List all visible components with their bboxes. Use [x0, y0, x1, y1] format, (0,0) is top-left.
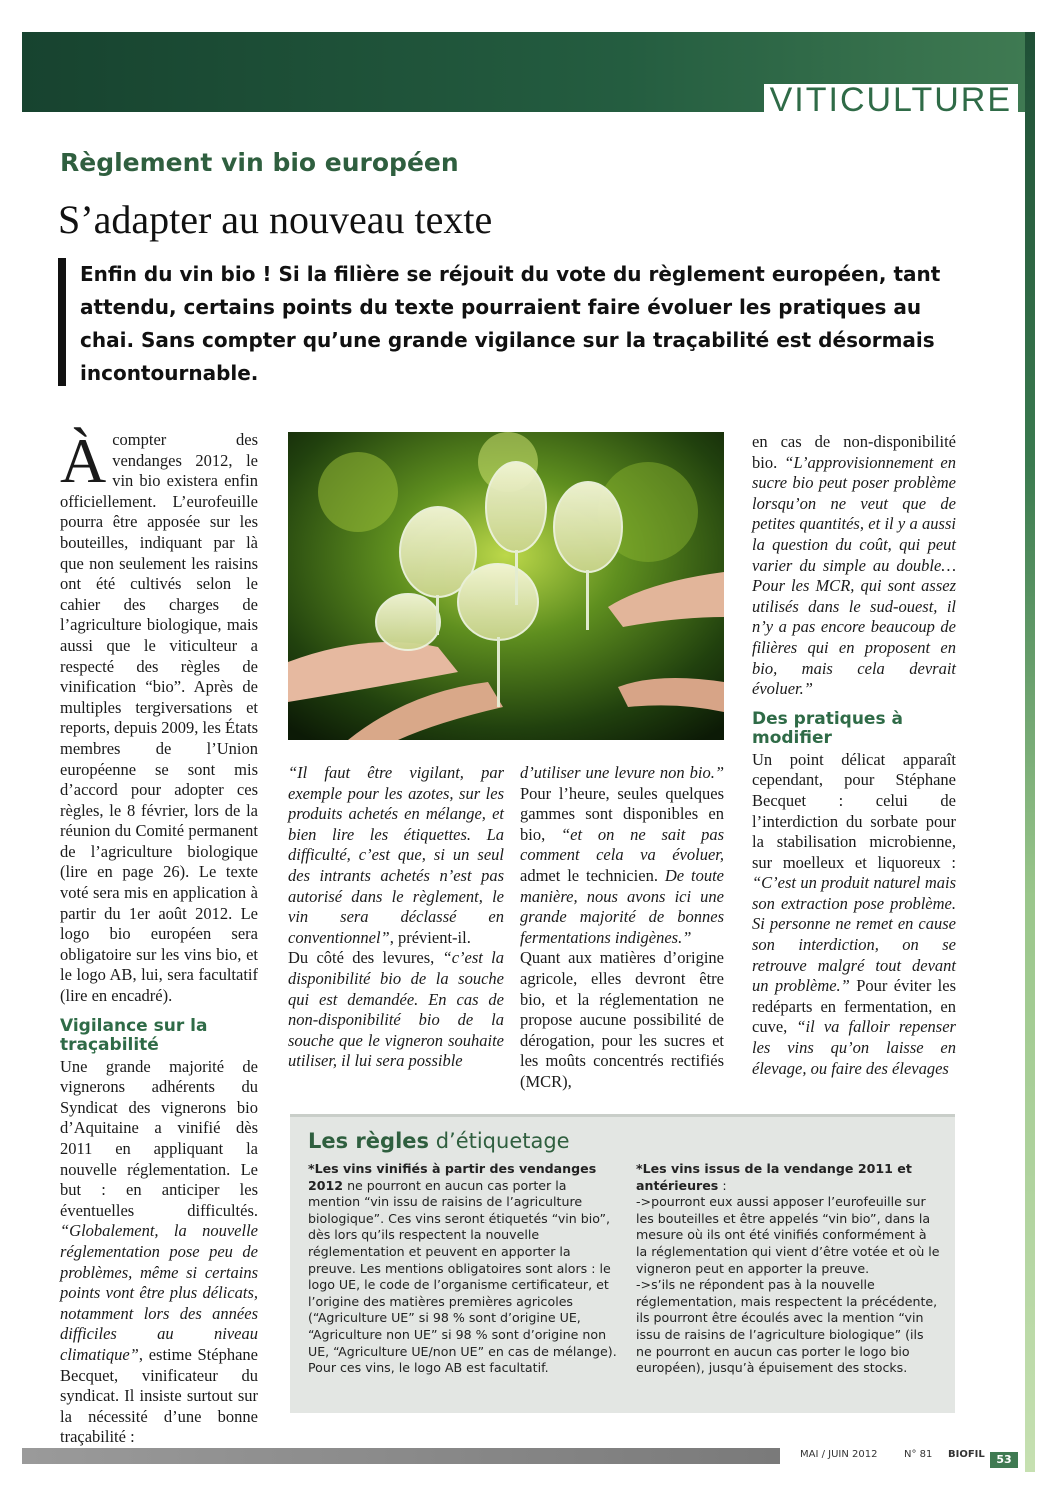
labeling-rules-box: [290, 1114, 955, 1413]
box-left-column: [308, 1161, 618, 1377]
paragraph-matieres: Quant aux matières d’origine agricole, elles devront être bio, et la réglementation ne propose aucune possibilité de dérogation, pour les sucres et les moûts concentrés rectifiés (MCR),: [520, 948, 724, 1091]
article-kicker: Règlement vin bio européen: [60, 148, 459, 177]
page-number: 53: [990, 1452, 1018, 1468]
article-title: S’adapter au nouveau texte: [58, 197, 493, 242]
chapo-rule: [58, 258, 66, 386]
paragraph-vigilance: Une grande majorité de vignerons adhérents du Syndicat des vignerons bio d’Aquitaine a vinifié dès 2011 en appliquant la nouvelle réglementation. Le but : en anticiper les éventuelles difficultés. “Globalement, la nouvelle réglementation pose peu de problèmes, même si certains points vont être plus délicats, notamment lors des années difficiles au niveau climatique”, estime Stéphane Becquet, vinificateur du syndicat. Il insiste surtout sur la nécessité d’une bonne traçabilité :: [60, 1056, 258, 1447]
intro-paragraph: Àcompter des vendanges 2012, le vin bio existera enfin officiellement. L’eurofeuille pourra être apposée sur les bouteilles, indiquant par là que non seulement les raisins ont été cultivés selon le cahier des charges de l’agriculture biologique, mais aussi que le viticulteur a respecté des règles de vinification “bio”. Après de multiples tergiversations et reports, depuis 2009, les États membres de l’Union européenne se sont mis d’accord pour adopter ces règles, le 8 février, lors de la réunion du Comité permanent de l’agriculture biologique (lire en page 26). Le texte voté sera mis en application à partir du 1er août 2012. Le logo bio européen sera obligatoire sur les vins bio, et le logo AB, lui, sera facultatif (lire en encadré).: [60, 425, 258, 1006]
footer-band: [22, 1448, 780, 1464]
box-left-text: ne pourront en aucun cas porter la mention “vin issu de raisins de l’agriculture biologique”. Ces vins seront étiquetés “vin bio”, dès lors qu’ils respectent la nouvelle réglementation et peuvent en apporter la preuve. Les mentions obligatoires sont alors : le logo UE, le code de l’organisme certificateur, et l’origine des matières premières agricoles (“Agriculture UE” si 98 % sont d’origine UE, “Agriculture non UE” si 98 % sont d’origine non UE, “Agriculture UE/non UE” en cas de mélange). Pour ces vins, le logo AB est facultatif.: [308, 1177, 617, 1376]
box-title: Les règles d’étiquetage: [308, 1129, 570, 1153]
page-edge-stripe: [1025, 32, 1035, 1472]
column-3: [520, 763, 724, 1093]
paragraph-levures: Du côté des levures, “c’est la disponibilité bio de la souche qui est demandée. En cas de non-disponibilité bio de la souche que le vigneron souhaite utiliser, il lui sera possible: [288, 948, 504, 1071]
column-2: [288, 763, 504, 1072]
box-left-lead: *Les vins vinifiés à partir des vendanges 2012: [308, 1161, 597, 1193]
column-1: [60, 425, 258, 1448]
footer-magazine: BIOFIL: [948, 1449, 985, 1460]
subhead-vigilance: Vigilance sur la traçabilité: [60, 1015, 208, 1055]
article-chapo: Enfin du vin bio ! Si la filière se réjouit du vote du règlement européen, tant attendu, certains points du texte pourraient faire évoluer les pratiques au chai. Sans compter qu’une grande vigilance sur la traçabilité est désormais incontournable.: [80, 262, 941, 385]
subhead-pratiques: Des pratiques à modifier: [752, 708, 903, 748]
section-label: VITICULTURE: [764, 84, 1018, 112]
footer-date: MAI / JUIN 2012: [800, 1449, 878, 1460]
paragraph-levure-non-bio: d’utiliser une levure non bio.” Pour l’heure, seules quelques gammes sont disponibles en bio, “et on ne sait pas comment cela va évoluer, admet le technicien. De toute manière, nous avons ici une grande majorité de bonnes fermentations indigènes.”: [520, 763, 724, 947]
column-4: [752, 432, 956, 1079]
box-right-column: *Les vins issus de la vendange 2011 et antérieures : ->pourront eux aussi apposer l’eurofeuille sur les bouteilles et être appelés “vin bio”, dans la mesure où ils ont été vinifiés conformément à la réglementation qui vient d’être votée et où le vigneron peut en apporter la preuve. ->s’ils ne répondent pas à la nouvelle réglementation, mais respectent la précédente, ils pourront être écoulés avec la mention “vin issu de raisins de l’agriculture biologique” (ils ne pourront en aucun cas porter le logo bio européen), jusqu’à épuisement des stocks.: [636, 1161, 940, 1376]
footer-issue: N° 81: [904, 1449, 933, 1460]
box-right-point-1: ->pourront eux aussi apposer l’eurofeuille sur les bouteilles et être appelés “vin bio”, dans la mesure où ils ont été vinifiés conformément à la réglementation qui vient d’être votée et où le vigneron peut en apporter la preuve.: [636, 1194, 940, 1276]
paragraph-sorbate: Un point délicat apparaît cependant, pour Stéphane Becquet : celui de l’interdiction du sorbate pour la stabilisation microbienne, sur moelleux et liquoreux : “C’est un produit naturel mais son extraction pose problème. Si personne ne remet en cause son interdiction, on se retrouve malgré tout devant un problème.” Pour éviter les redéparts en fermentation, en cuve, “il va falloir repenser les vins qu’on laisse en élevage, ou faire des élevages: [752, 749, 957, 1078]
drop-cap: À: [60, 425, 107, 496]
paragraph-azotes: “Il faut être vigilant, par exemple pour les azotes, sur les produits achetés en mélange, et bien lire les étiquettes. La difficulté, c’est que, si un seul des intrants achetés n’est pas autorisé dans le règlement, le vin sera déclassé en conventionnel”, prévient-il.: [288, 763, 504, 947]
paragraph-approvisionnement: en cas de non-disponibilité bio. “L’approvisionnement en sucre bio peut poser problème lorsqu’on ne veut que de petites quantités, et il y a aussi la question du coût, qui peut varier du simple au double… Pour les MCR, qui sont assez utilisés dans le sud-ouest, il n’y a pas encore beaucoup de filières qui en proposent en bio, mais cela devrait évoluer.”: [752, 432, 956, 699]
box-right-point-2: ->s’ils ne répondent pas à la nouvelle réglementation, mais respectent la précédente, ils pourront être écoulés avec la mention “vin issu de raisins de l’agriculture biologique” (ils ne pourront en aucun cas porter le logo bio européen), jusqu’à épuisement des stocks.: [636, 1277, 938, 1376]
box-right-lead: *Les vins issus de la vendange 2011 et antérieures: [636, 1161, 912, 1193]
wine-glasses-photo: [288, 432, 724, 740]
